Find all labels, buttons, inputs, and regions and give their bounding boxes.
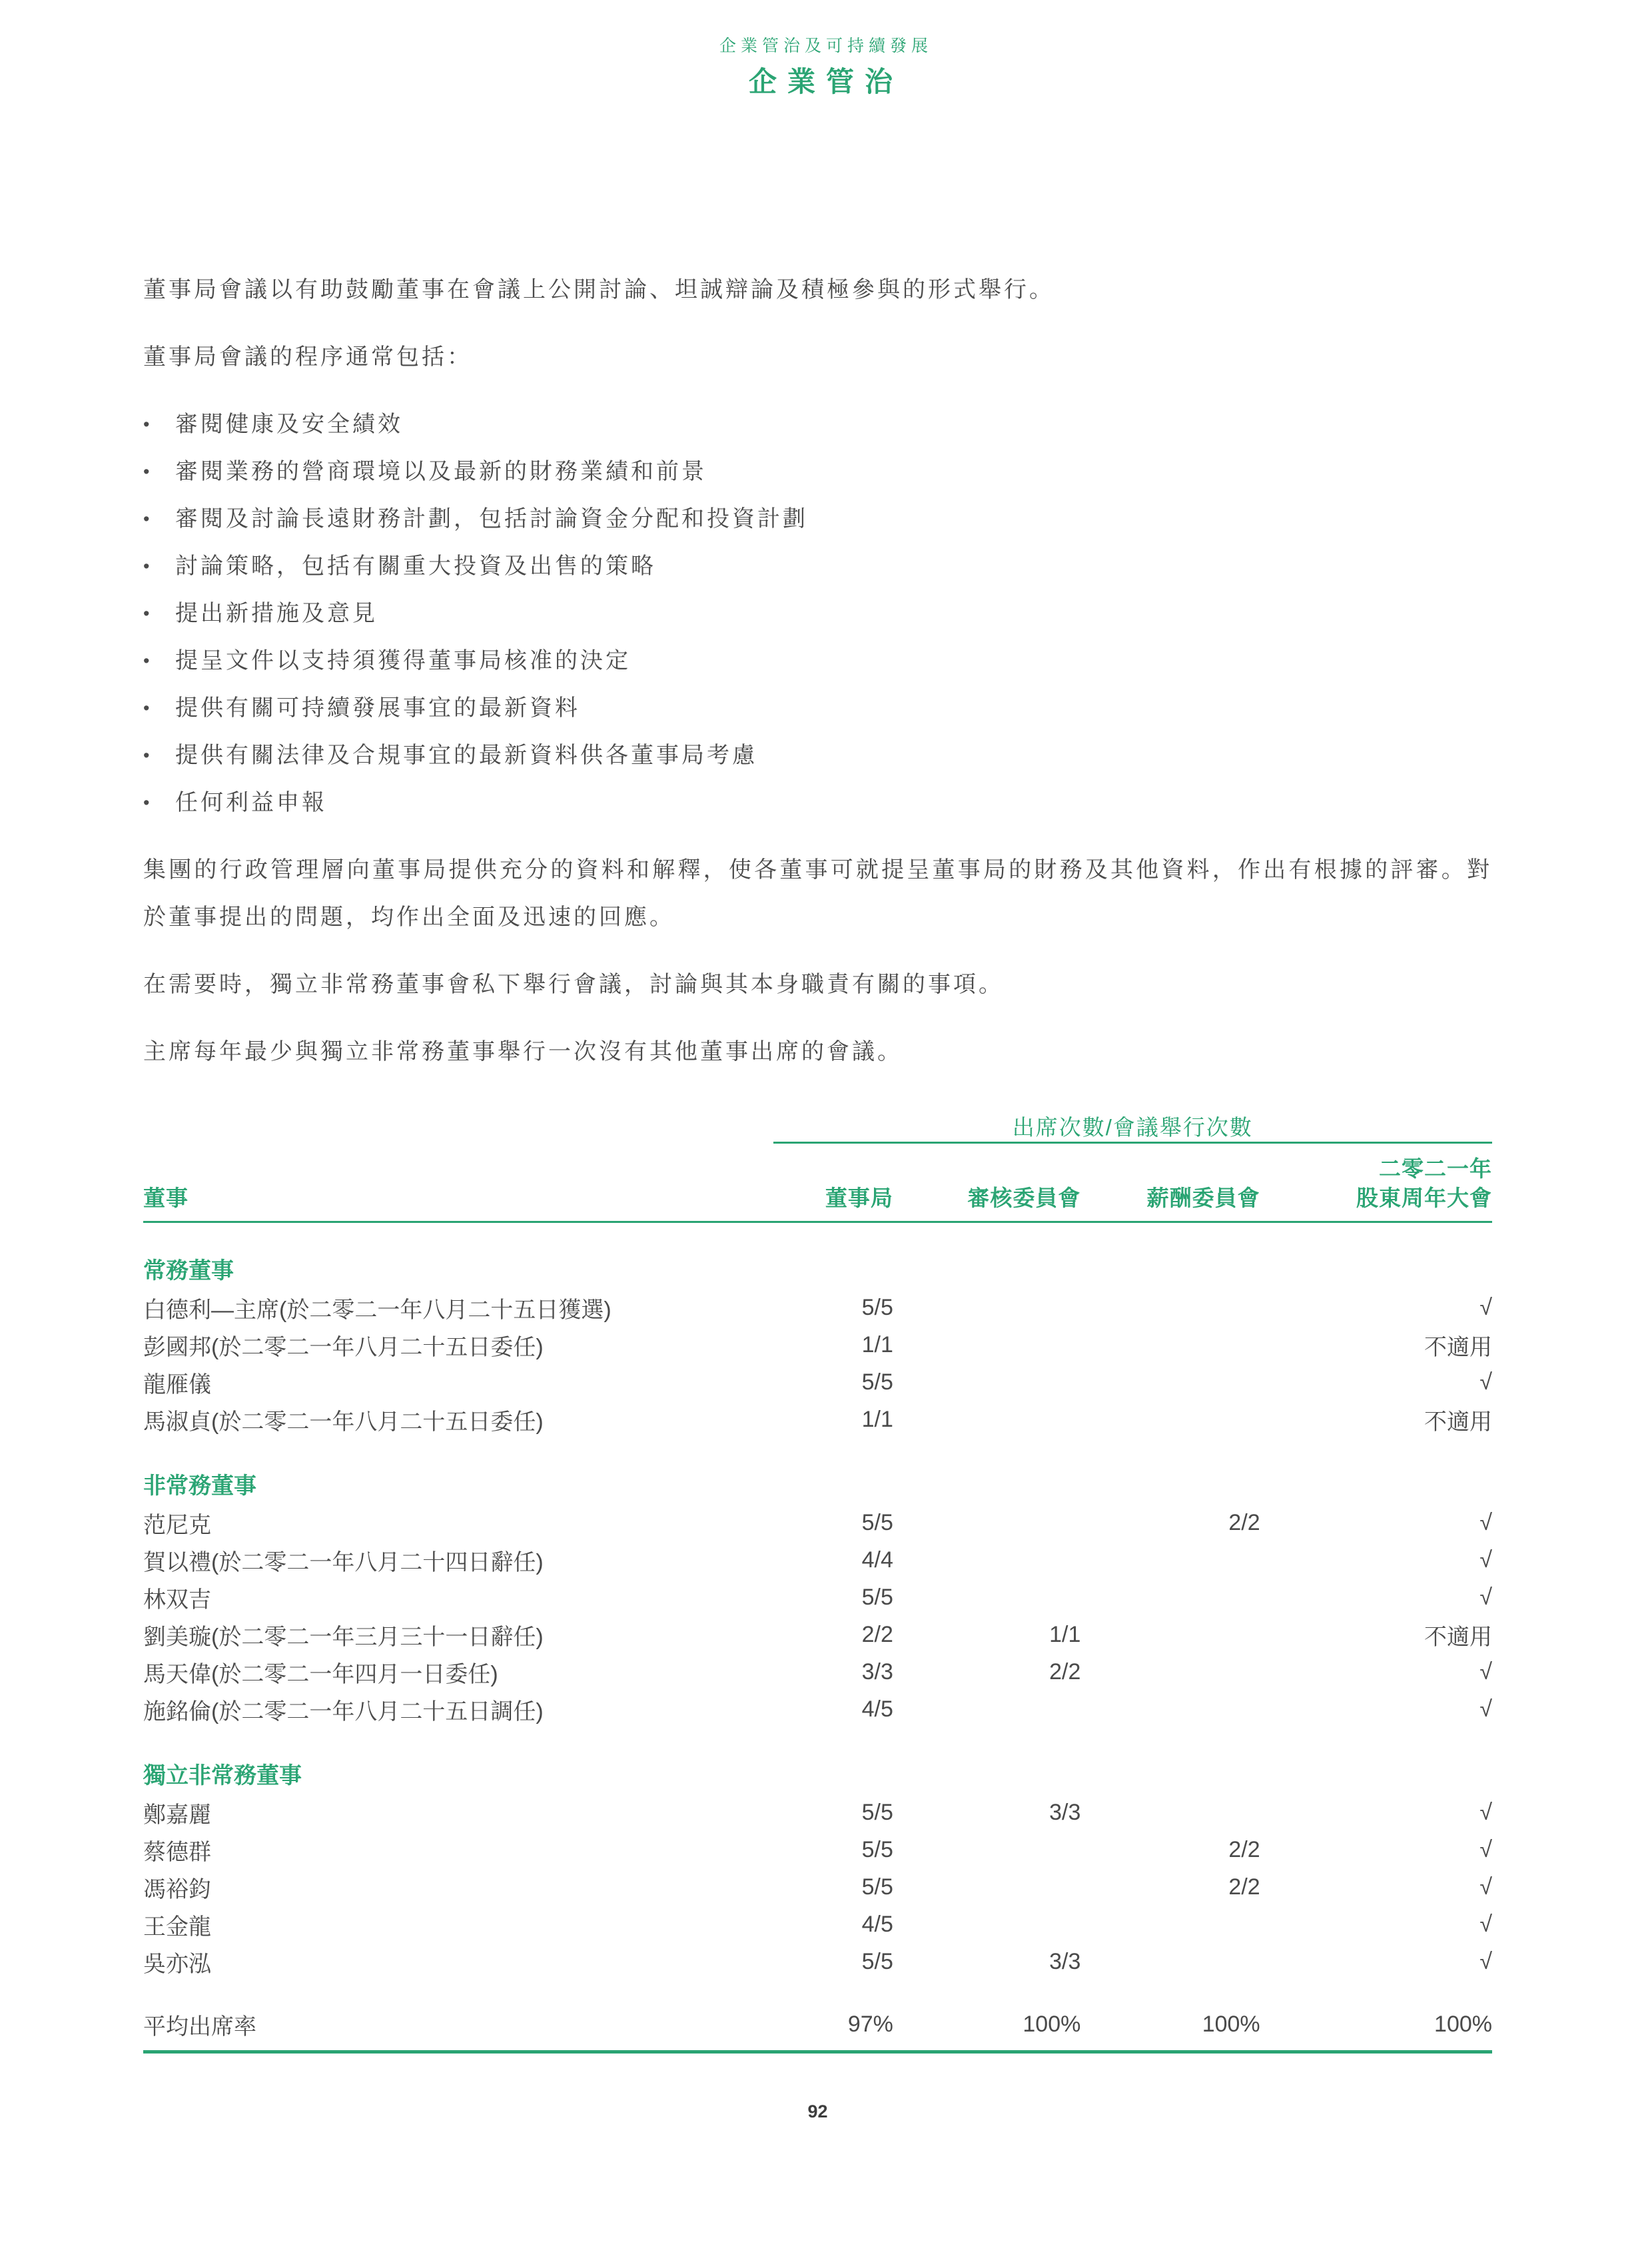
paragraph-board-meeting-format: 董事局會議以有助鼓勵董事在會議上公開討論、坦誠辯論及積極參與的形式舉行。 bbox=[143, 277, 1054, 302]
agm-attendance: √ bbox=[1479, 1509, 1492, 1535]
director-name: 馬天偉(於二零二一年四月一日委任) bbox=[143, 1661, 498, 1687]
list-item-text: 提呈文件以支持須獲得董事局核准的決定 bbox=[175, 648, 631, 673]
section-header-row bbox=[143, 1728, 1492, 1794]
director-name: 賀以禮(於二零二一年八月二十四日辭任) bbox=[143, 1549, 544, 1575]
list-item-text: 提出新措施及意見 bbox=[175, 601, 378, 626]
table-row bbox=[143, 1653, 1492, 1690]
average-attendance-row bbox=[143, 1980, 1492, 2052]
board-attendance: 1/1 bbox=[861, 1331, 893, 1357]
table-column-header-row bbox=[143, 1143, 1492, 1222]
director-name: 白德利—主席(於二零二一年八月二十五日獲選) bbox=[143, 1297, 612, 1323]
audit-attendance bbox=[893, 1504, 1080, 1541]
section-independent-non-executive-directors: 獨立非常務董事 bbox=[143, 1763, 302, 1788]
audit-attendance bbox=[893, 1868, 1080, 1906]
table-row bbox=[143, 1363, 1492, 1401]
bullet-icon: • bbox=[143, 556, 153, 576]
remuneration-attendance bbox=[1080, 1794, 1260, 1831]
bullet-icon: • bbox=[143, 745, 153, 765]
board-meeting-procedure-list bbox=[143, 401, 1492, 827]
span-header-gap bbox=[143, 1110, 773, 1143]
section-executive-directors: 常務董事 bbox=[143, 1258, 234, 1284]
table-row bbox=[143, 1906, 1492, 1943]
column-agm bbox=[1260, 1143, 1492, 1222]
director-name: 吳亦泓 bbox=[143, 1951, 211, 1977]
average-agm-attendance: 100% bbox=[1260, 1980, 1492, 2052]
audit-attendance: 1/1 bbox=[1049, 1621, 1081, 1647]
list-item bbox=[143, 685, 1492, 732]
director-name: 蔡德群 bbox=[143, 1839, 211, 1865]
list-item-text: 任何利益申報 bbox=[175, 790, 327, 815]
table-row bbox=[143, 1831, 1492, 1868]
table-span-header-row bbox=[143, 1110, 1492, 1143]
list-item bbox=[143, 590, 1492, 637]
board-attendance: 5/5 bbox=[861, 1948, 893, 1974]
list-item-text: 討論策略，包括有關重大投資及出售的策略 bbox=[175, 554, 656, 579]
section-header-row bbox=[143, 1222, 1492, 1290]
paragraph-ined-private-meetings: 在需要時，獨立非常務董事會私下舉行會議，討論與其本身職責有關的事項。 bbox=[143, 972, 1004, 997]
board-attendance: 5/5 bbox=[861, 1584, 893, 1610]
list-item bbox=[143, 448, 1492, 496]
table-row bbox=[143, 1943, 1492, 1980]
page-header bbox=[0, 35, 1652, 101]
board-attendance: 4/4 bbox=[861, 1547, 893, 1573]
attendance-table bbox=[143, 1110, 1492, 2054]
paragraph-chairman-annual-meeting: 主席每年最少與獨立非常務董事舉行一次沒有其他董事出席的會議。 bbox=[143, 1039, 903, 1064]
remuneration-attendance: 2/2 bbox=[1228, 1509, 1260, 1535]
director-name: 鄭嘉麗 bbox=[143, 1802, 211, 1828]
agm-attendance: √ bbox=[1479, 1696, 1492, 1722]
agm-attendance: √ bbox=[1479, 1547, 1492, 1573]
page-number: 92 bbox=[807, 2101, 828, 2121]
remuneration-attendance: 2/2 bbox=[1228, 1836, 1260, 1862]
page-title: 企業管治 bbox=[748, 66, 903, 97]
bullet-icon: • bbox=[143, 603, 153, 623]
remuneration-attendance bbox=[1080, 1579, 1260, 1616]
bullet-icon: • bbox=[143, 462, 153, 482]
table-row bbox=[143, 1690, 1492, 1728]
audit-attendance bbox=[893, 1541, 1080, 1579]
table-row bbox=[143, 1401, 1492, 1438]
bullet-icon: • bbox=[143, 793, 153, 813]
board-attendance: 4/5 bbox=[861, 1696, 893, 1722]
page-content bbox=[143, 266, 1492, 2122]
director-name: 林双吉 bbox=[143, 1587, 211, 1613]
table-row bbox=[143, 1868, 1492, 1906]
section-eyebrow: 企業管治及可持續發展 bbox=[719, 37, 933, 55]
table-row bbox=[143, 1794, 1492, 1831]
remuneration-attendance bbox=[1080, 1326, 1260, 1363]
board-attendance: 2/2 bbox=[861, 1621, 893, 1647]
board-attendance: 5/5 bbox=[861, 1294, 893, 1320]
column-audit-committee: 審核委員會 bbox=[893, 1143, 1080, 1222]
list-item bbox=[143, 732, 1492, 779]
table-row bbox=[143, 1289, 1492, 1326]
audit-attendance bbox=[893, 1690, 1080, 1728]
bullet-icon: • bbox=[143, 698, 153, 718]
list-item bbox=[143, 543, 1492, 590]
agm-attendance: √ bbox=[1479, 1948, 1492, 1974]
audit-attendance bbox=[893, 1579, 1080, 1616]
agm-attendance: √ bbox=[1479, 1799, 1492, 1825]
paragraph-management-information: 集團的行政管理層向董事局提供充分的資料和解釋，使各董事可就提呈董事局的財務及其他資料，作出有根據的評審。對於董事提出的問題，均作出全面及迅速的回應。 bbox=[143, 857, 1492, 930]
director-name: 龍雁儀 bbox=[143, 1371, 211, 1397]
board-attendance: 4/5 bbox=[861, 1911, 893, 1937]
attendance-span-header: 出席次數/會議舉行次數 bbox=[773, 1110, 1492, 1143]
agm-attendance: √ bbox=[1479, 1584, 1492, 1610]
agm-attendance: 不適用 bbox=[1424, 1334, 1492, 1360]
remuneration-attendance bbox=[1080, 1943, 1260, 1980]
column-agm-line1: 二零二一年 bbox=[1379, 1156, 1492, 1181]
director-name: 施銘倫(於二零二一年八月二十五日調任) bbox=[143, 1698, 544, 1724]
director-name: 彭國邦(於二零二一年八月二十五日委任) bbox=[143, 1334, 544, 1360]
remuneration-attendance bbox=[1080, 1363, 1260, 1401]
board-attendance: 3/3 bbox=[861, 1659, 893, 1684]
list-item bbox=[143, 637, 1492, 685]
audit-attendance: 3/3 bbox=[1049, 1799, 1081, 1825]
audit-attendance bbox=[893, 1289, 1080, 1326]
bullet-icon: • bbox=[143, 509, 153, 529]
audit-attendance: 2/2 bbox=[1049, 1659, 1081, 1684]
director-name: 馬淑貞(於二零二一年八月二十五日委任) bbox=[143, 1409, 544, 1435]
agm-attendance: √ bbox=[1479, 1836, 1492, 1862]
list-item-text: 提供有關可持續發展事宜的最新資料 bbox=[175, 695, 580, 721]
audit-attendance: 3/3 bbox=[1049, 1948, 1081, 1974]
list-item-text: 審閱業務的營商環境以及最新的財務業績和前景 bbox=[175, 459, 707, 484]
board-attendance: 5/5 bbox=[861, 1799, 893, 1825]
remuneration-attendance: 2/2 bbox=[1228, 1874, 1260, 1900]
section-non-executive-directors: 非常務董事 bbox=[143, 1473, 256, 1499]
average-remuneration-attendance: 100% bbox=[1080, 1980, 1260, 2052]
list-item bbox=[143, 496, 1492, 543]
board-attendance: 5/5 bbox=[861, 1836, 893, 1862]
director-name: 范尼克 bbox=[143, 1512, 211, 1538]
agm-attendance: 不適用 bbox=[1424, 1409, 1492, 1435]
agm-attendance: √ bbox=[1479, 1369, 1492, 1395]
section-header-row bbox=[143, 1438, 1492, 1504]
director-name: 王金龍 bbox=[143, 1914, 211, 1940]
audit-attendance bbox=[893, 1831, 1080, 1868]
table-row bbox=[143, 1579, 1492, 1616]
agm-attendance: √ bbox=[1479, 1659, 1492, 1684]
agm-attendance: √ bbox=[1479, 1294, 1492, 1320]
audit-attendance bbox=[893, 1906, 1080, 1943]
bullet-icon: • bbox=[143, 651, 153, 671]
agm-attendance: √ bbox=[1479, 1874, 1492, 1900]
average-attendance-label: 平均出席率 bbox=[143, 1980, 773, 2052]
agm-attendance: √ bbox=[1479, 1911, 1492, 1937]
board-attendance: 5/5 bbox=[861, 1369, 893, 1395]
audit-attendance bbox=[893, 1326, 1080, 1363]
list-item bbox=[143, 779, 1492, 827]
column-board: 董事局 bbox=[773, 1143, 893, 1222]
agm-attendance: 不適用 bbox=[1424, 1624, 1492, 1650]
board-attendance: 5/5 bbox=[861, 1874, 893, 1900]
board-attendance: 5/5 bbox=[861, 1509, 893, 1535]
remuneration-attendance bbox=[1080, 1653, 1260, 1690]
average-audit-attendance: 100% bbox=[893, 1980, 1080, 2052]
list-item-text: 審閱及討論長遠財務計劃，包括討論資金分配和投資計劃 bbox=[175, 506, 808, 532]
remuneration-attendance bbox=[1080, 1401, 1260, 1438]
director-name: 馮裕鈞 bbox=[143, 1876, 211, 1902]
bullet-icon: • bbox=[143, 414, 153, 434]
remuneration-attendance bbox=[1080, 1906, 1260, 1943]
list-item bbox=[143, 401, 1492, 448]
table-row bbox=[143, 1616, 1492, 1653]
table-row bbox=[143, 1504, 1492, 1541]
column-director: 董事 bbox=[143, 1143, 773, 1222]
list-item-text: 審閱健康及安全績效 bbox=[175, 412, 403, 437]
column-agm-line2: 股東周年大會 bbox=[1356, 1186, 1492, 1210]
paragraph-board-meeting-procedures: 董事局會議的程序通常包括： bbox=[143, 344, 472, 370]
table-row bbox=[143, 1541, 1492, 1579]
remuneration-attendance bbox=[1080, 1541, 1260, 1579]
remuneration-attendance bbox=[1080, 1690, 1260, 1728]
column-remuneration-committee: 薪酬委員會 bbox=[1080, 1143, 1260, 1222]
average-board-attendance: 97% bbox=[773, 1980, 893, 2052]
audit-attendance bbox=[893, 1401, 1080, 1438]
remuneration-attendance bbox=[1080, 1616, 1260, 1653]
audit-attendance bbox=[893, 1363, 1080, 1401]
remuneration-attendance bbox=[1080, 1289, 1260, 1326]
director-name: 劉美璇(於二零二一年三月三十一日辭任) bbox=[143, 1624, 544, 1650]
table-row bbox=[143, 1326, 1492, 1363]
list-item-text: 提供有關法律及合規事宜的最新資料供各董事局考慮 bbox=[175, 743, 757, 768]
board-attendance: 1/1 bbox=[861, 1406, 893, 1432]
